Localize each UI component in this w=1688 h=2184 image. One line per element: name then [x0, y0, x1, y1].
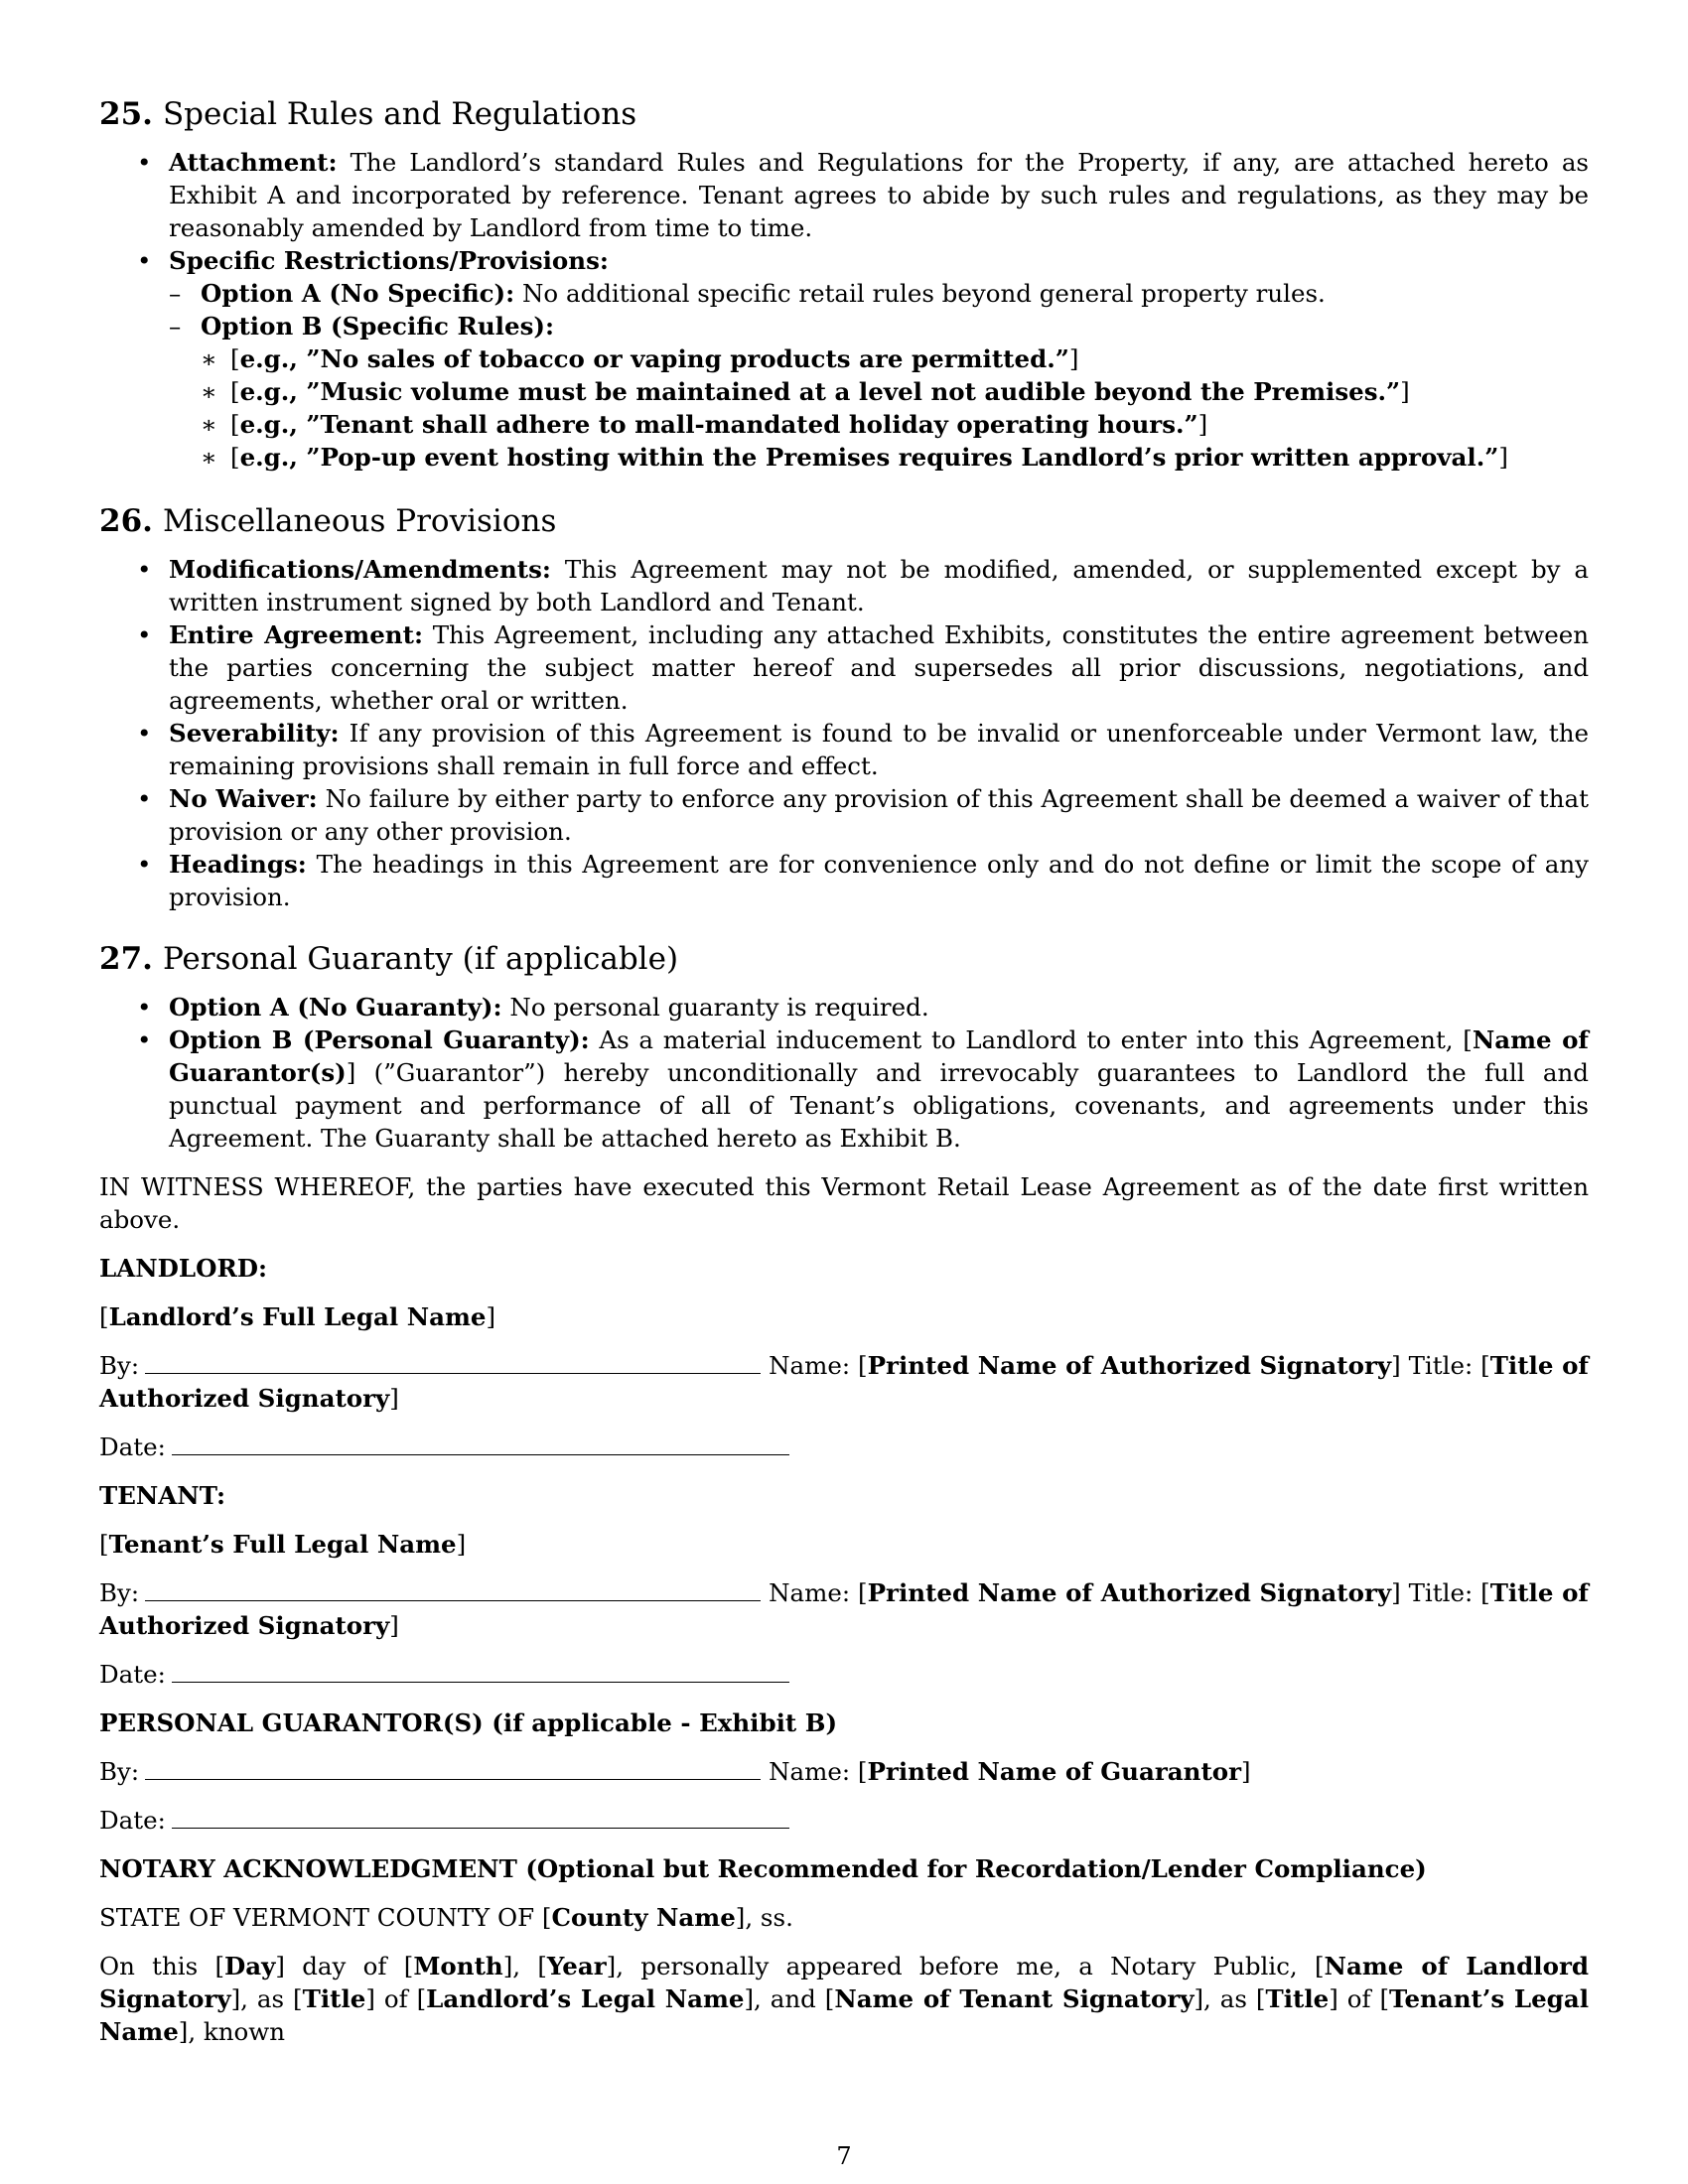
rule-item — [201, 441, 1589, 474]
date-line[interactable] — [172, 1433, 789, 1455]
bracket: ] — [1400, 377, 1410, 406]
item-text: The headings in this Agreement are for convenience only and do not define or limit the scope of any provision. — [169, 850, 1589, 911]
item-label: Headings: — [169, 850, 307, 879]
landlord-date-row — [99, 1431, 1589, 1463]
guarantor-placeholder: Name of Guarantor(s) — [169, 1025, 1589, 1087]
day-placeholder: Day — [224, 1952, 276, 1980]
date-label: Date: — [99, 1660, 166, 1689]
specific-rules-list — [201, 342, 1589, 474]
text: ], as [ — [230, 1984, 303, 2013]
title-label: Title: — [1408, 1578, 1474, 1607]
item-text: This Agreement, including any attached Exhibits, constitutes the entire agreement between the parties concerning the subject matter hereof and supersedes all prior discussions, negotiations, and agreements, whether oral or written. — [169, 620, 1589, 715]
notary-heading — [99, 1852, 1589, 1885]
title-placeholder: Title — [302, 1984, 366, 2013]
option-a — [169, 277, 1589, 310]
tenant-date-row — [99, 1658, 1589, 1691]
party-heading: LANDLORD: — [99, 1254, 268, 1283]
option-label: Option B (Personal Guaranty): — [169, 1025, 590, 1054]
list-item — [99, 848, 1589, 913]
landlord-heading — [99, 1252, 1589, 1285]
list-item — [99, 553, 1589, 618]
item-label: Attachment: — [169, 148, 338, 177]
title-placeholder: Title — [1265, 1984, 1330, 2013]
date-line[interactable] — [172, 1660, 789, 1683]
bracket: ] — [1498, 443, 1508, 472]
by-label: By: — [99, 1351, 140, 1380]
landlord-signature-row: By: Name: [Printed Name of Authorized Signatory] Title: [Title of Authorized Signatory] — [99, 1351, 1589, 1413]
notary-paragraph — [99, 1950, 1589, 2048]
bracket: [ — [230, 344, 240, 373]
date-label: Date: — [99, 1806, 166, 1835]
item-label: Specific Restrictions/Provisions: — [169, 246, 609, 275]
text: ] of [ — [1329, 1984, 1390, 2013]
county-placeholder: County Name — [551, 1903, 736, 1932]
text: ], personally appeared before me, a Notary Public, [ — [606, 1952, 1325, 1980]
text: On this [ — [99, 1952, 225, 1980]
options-list — [169, 277, 1589, 474]
year-placeholder: Year — [546, 1952, 607, 1980]
rule-text: e.g., ”Pop-up event hosting within the Premises requires Landlord’s prior written approval.” — [239, 443, 1499, 472]
witness-clause: IN WITNESS WHEREOF, the parties have executed this Vermont Retail Lease Agreement as of the date first written above. — [99, 1172, 1589, 1234]
rule-text: e.g., ”No sales of tobacco or vaping products are permitted.” — [239, 344, 1069, 373]
name-placeholder: Printed Name of Authorized Signatory — [867, 1351, 1392, 1380]
section-title: Special Rules and Regulations — [162, 96, 637, 132]
text: ], [ — [502, 1952, 547, 1980]
option-text: No personal guaranty is required. — [509, 993, 929, 1022]
party-heading: TENANT: — [99, 1481, 226, 1510]
landlord-legal-placeholder: Landlord’s Legal Name — [426, 1984, 745, 2013]
list-item-specific-restrictions — [99, 244, 1589, 474]
legal-name-placeholder: Landlord’s Full Legal Name — [108, 1302, 487, 1331]
item-label: Modifications/Amendments: — [169, 555, 551, 584]
item-text: If any provision of this Agreement is found to be invalid or unenforceable under Vermont law, the remaining provisions shall remain in full force and effect. — [169, 719, 1589, 780]
signature-line[interactable] — [145, 1578, 761, 1601]
tenant-heading — [99, 1479, 1589, 1512]
section-25-heading — [99, 94, 1589, 134]
item-label: No Waiver: — [169, 784, 318, 813]
rule-item — [201, 375, 1589, 408]
section-number: 27. — [99, 941, 153, 977]
bracket: ] — [1197, 410, 1208, 439]
name-label: Name: — [769, 1351, 851, 1380]
text: ], as [ — [1194, 1984, 1266, 2013]
signature-line[interactable] — [145, 1757, 761, 1780]
title-label: Title: — [1408, 1351, 1474, 1380]
section-27-list — [99, 991, 1589, 1155]
notary-state-line — [99, 1901, 1589, 1934]
section-number: 26. — [99, 503, 153, 539]
section-26-list — [99, 553, 1589, 913]
option-label: Option A (No Guaranty): — [169, 993, 502, 1022]
text: ], known — [178, 2017, 286, 2046]
notary-heading-text: NOTARY ACKNOWLEDGMENT (Optional but Recommended for Recordation/Lender Compliance) — [99, 1854, 1427, 1883]
option-b — [169, 310, 1589, 474]
date-line[interactable] — [172, 1806, 789, 1829]
rule-item — [201, 342, 1589, 375]
rule-text: e.g., ”Music volume must be maintained at a level not audible beyond the Premises.” — [239, 377, 1401, 406]
item-text: The Landlord’s standard Rules and Regulations for the Property, if any, are attached hereto as Exhibit A and incorporated by reference. Tenant agrees to abide by such rules and regulations, as they may be reasonably amended by Landlord from time to time. — [169, 148, 1589, 242]
document-page — [99, 94, 1589, 2048]
party-heading: PERSONAL GUARANTOR(S) (if applicable - Exhibit B) — [99, 1708, 838, 1737]
option-b — [99, 1024, 1589, 1155]
section-25-list — [99, 146, 1589, 474]
page-number: 7 — [836, 2142, 852, 2170]
guarantor-date-row — [99, 1804, 1589, 1837]
text: ] of [ — [365, 1984, 427, 2013]
option-text: As a material inducement to Landlord to enter into this Agreement, [ — [599, 1025, 1473, 1054]
name-placeholder: Printed Name of Guarantor — [867, 1757, 1242, 1786]
date-label: Date: — [99, 1433, 166, 1461]
option-text: No additional specific retail rules beyond general property rules. — [521, 279, 1326, 308]
name-label: Name: — [769, 1578, 851, 1607]
item-label: Severability: — [169, 719, 340, 748]
section-title: Personal Guaranty (if applicable) — [162, 941, 679, 977]
signature-line[interactable] — [145, 1351, 761, 1374]
option-a — [99, 991, 1589, 1024]
item-text: This Agreement may not be modified, amended, or supplemented except by a written instrument signed by both Landlord and Tenant. — [169, 555, 1589, 616]
title-placeholder: Title of Authorized Signatory — [99, 1351, 1589, 1413]
bracket: [ — [230, 443, 240, 472]
state-end: ], ss. — [735, 1903, 793, 1932]
item-label: Entire Agreement: — [169, 620, 423, 649]
bracket: [ — [230, 377, 240, 406]
bracket: ] — [1068, 344, 1079, 373]
tenant-legal-name: [Tenant’s Full Legal Name] — [99, 1530, 467, 1559]
section-26-heading — [99, 501, 1589, 541]
landlord-signatory-placeholder: Name of Landlord Signatory — [99, 1952, 1589, 2013]
list-item-attachment — [99, 146, 1589, 244]
title-placeholder: Title of Authorized Signatory — [99, 1578, 1589, 1640]
landlord-legal-name: [Landlord’s Full Legal Name] — [99, 1302, 496, 1331]
state-text: STATE OF VERMONT COUNTY OF [ — [99, 1903, 552, 1932]
guarantor-signature-row: By: Name: [Printed Name of Guarantor] — [99, 1757, 1251, 1786]
option-label: Option A (No Specific): — [201, 279, 515, 308]
by-label: By: — [99, 1578, 140, 1607]
section-number: 25. — [99, 96, 153, 132]
by-label: By: — [99, 1757, 140, 1786]
list-item — [99, 782, 1589, 848]
tenant-signature-row: By: Name: [Printed Name of Authorized Signatory] Title: [Title of Authorized Signatory] — [99, 1578, 1589, 1640]
option-text: ] (”Guarantor”) hereby unconditionally and irrevocably guarantees to Landlord the full and punctual payment and performance of all of Tenant’s obligations, covenants, and agreements under this Agreement. The Guaranty shall be attached hereto as Exhibit B. — [169, 1058, 1589, 1153]
guarantor-heading — [99, 1706, 1589, 1739]
rule-text: e.g., ”Tenant shall adhere to mall-mandated holiday operating hours.” — [239, 410, 1198, 439]
bracket: [ — [230, 410, 240, 439]
tenant-legal-placeholder: Tenant’s Legal Name — [99, 1984, 1589, 2046]
section-title: Miscellaneous Provisions — [162, 503, 557, 539]
option-label: Option B (Specific Rules): — [201, 312, 555, 341]
name-label: Name: — [769, 1757, 851, 1786]
text: ], and [ — [744, 1984, 835, 2013]
list-item — [99, 717, 1589, 782]
item-text: No failure by either party to enforce any provision of this Agreement shall be deemed a waiver of that provision or any other provision. — [169, 784, 1589, 846]
section-27-heading — [99, 939, 1589, 979]
rule-item — [201, 408, 1589, 441]
text: ] day of [ — [275, 1952, 414, 1980]
month-placeholder: Month — [413, 1952, 503, 1980]
list-item — [99, 618, 1589, 717]
tenant-signatory-placeholder: Name of Tenant Signatory — [834, 1984, 1195, 2013]
legal-name-placeholder: Tenant’s Full Legal Name — [108, 1530, 457, 1559]
name-placeholder: Printed Name of Authorized Signatory — [867, 1578, 1392, 1607]
